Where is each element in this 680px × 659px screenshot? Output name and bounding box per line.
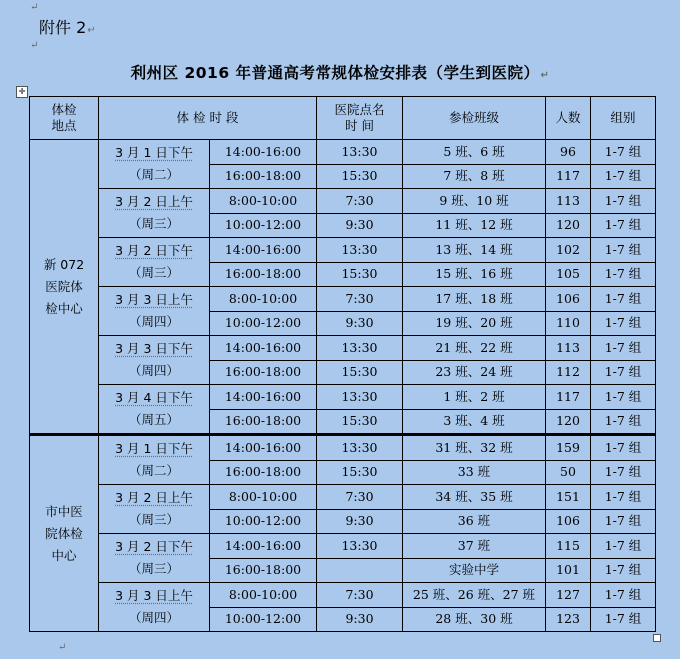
rollcall-cell: 13:30 (317, 534, 403, 559)
count-cell: 110 (546, 311, 591, 336)
classes-cell: 5 班、6 班 (403, 140, 546, 165)
paragraph-mark-icon: ↵ (30, 40, 39, 51)
time-cell: 14:00-16:00 (210, 336, 317, 361)
attachment-label: 附件 2↵ (39, 18, 96, 37)
header-group: 组别 (591, 97, 656, 140)
classes-cell: 3 班、4 班 (403, 409, 546, 435)
date-cell: 3 月 3 日上午 （周四） (99, 287, 210, 336)
time-cell: 16:00-18:00 (210, 262, 317, 287)
classes-cell: 1 班、2 班 (403, 385, 546, 410)
count-cell: 117 (546, 385, 591, 410)
time-cell: 14:00-16:00 (210, 385, 317, 410)
count-cell: 127 (546, 583, 591, 608)
rollcall-cell: 9:30 (317, 607, 403, 632)
group-cell: 1-7 组 (591, 164, 656, 189)
classes-cell: 19 班、20 班 (403, 311, 546, 336)
group-cell: 1-7 组 (591, 336, 656, 361)
classes-cell: 15 班、16 班 (403, 262, 546, 287)
count-cell: 102 (546, 238, 591, 263)
rollcall-cell: 7:30 (317, 287, 403, 312)
paragraph-mark-icon: ↵ (30, 2, 39, 13)
classes-cell: 21 班、22 班 (403, 336, 546, 361)
time-cell: 10:00-12:00 (210, 213, 317, 238)
group-cell: 1-7 组 (591, 509, 656, 534)
count-cell: 105 (546, 262, 591, 287)
rollcall-cell: 13:30 (317, 140, 403, 165)
group-cell: 1-7 组 (591, 311, 656, 336)
time-cell: 8:00-10:00 (210, 287, 317, 312)
count-cell: 113 (546, 336, 591, 361)
group-cell: 1-7 组 (591, 558, 656, 583)
classes-cell: 36 班 (403, 509, 546, 534)
rollcall-cell: 7:30 (317, 583, 403, 608)
classes-cell: 实验中学 (403, 558, 546, 583)
table-row (30, 140, 656, 165)
table-row (30, 287, 656, 312)
time-cell: 14:00-16:00 (210, 534, 317, 559)
rollcall-cell: 13:30 (317, 336, 403, 361)
group-cell: 1-7 组 (591, 189, 656, 214)
classes-cell: 34 班、35 班 (403, 485, 546, 510)
paragraph-mark-icon: ↵ (58, 642, 67, 653)
table-row (30, 385, 656, 410)
classes-cell: 23 班、24 班 (403, 360, 546, 385)
classes-cell: 25 班、26 班、27 班 (403, 583, 546, 608)
group-cell: 1-7 组 (591, 287, 656, 312)
group-cell: 1-7 组 (591, 534, 656, 559)
table-row (30, 485, 656, 510)
date-cell: 3 月 4 日下午 （周五） (99, 385, 210, 435)
rollcall-cell: 13:30 (317, 238, 403, 263)
count-cell: 96 (546, 140, 591, 165)
location-cell: 市中医 院体检 中心 (30, 435, 99, 632)
time-cell: 8:00-10:00 (210, 485, 317, 510)
time-cell: 16:00-18:00 (210, 164, 317, 189)
date-cell: 3 月 3 日下午 （周四） (99, 336, 210, 385)
count-cell: 106 (546, 509, 591, 534)
count-cell: 106 (546, 287, 591, 312)
time-cell: 16:00-18:00 (210, 360, 317, 385)
date-cell: 3 月 2 日上午 （周三） (99, 485, 210, 534)
time-cell: 10:00-12:00 (210, 509, 317, 534)
count-cell: 115 (546, 534, 591, 559)
time-cell: 16:00-18:00 (210, 558, 317, 583)
date-cell: 3 月 3 日上午 （周四） (99, 583, 210, 632)
group-cell: 1-7 组 (591, 262, 656, 287)
time-cell: 14:00-16:00 (210, 140, 317, 165)
paragraph-mark-icon: ↵ (87, 25, 96, 36)
header-classes: 参检班级 (403, 97, 546, 140)
table-row (30, 534, 656, 559)
group-cell: 1-7 组 (591, 607, 656, 632)
date-cell: 3 月 2 日下午 （周三） (99, 238, 210, 287)
document-title: 利州区 2016 年普通高考常规体检安排表（学生到医院）↵ (130, 64, 550, 82)
count-cell: 159 (546, 435, 591, 461)
paragraph-mark-icon: ↵ (540, 70, 550, 81)
date-cell: 3 月 1 日下午 （周二） (99, 140, 210, 189)
date-cell: 3 月 2 日上午 （周三） (99, 189, 210, 238)
rollcall-cell: 13:30 (317, 385, 403, 410)
table-row (30, 336, 656, 361)
rollcall-cell: 15:30 (317, 360, 403, 385)
classes-cell: 9 班、10 班 (403, 189, 546, 214)
time-cell: 8:00-10:00 (210, 189, 317, 214)
rollcall-cell: 15:30 (317, 460, 403, 485)
rollcall-cell: 9:30 (317, 509, 403, 534)
rollcall-cell (317, 558, 403, 583)
table-row (30, 189, 656, 214)
schedule-table (29, 96, 656, 632)
header-period: 体 检 时 段 (99, 97, 317, 140)
header-rollcall: 医院点名 时 间 (317, 97, 403, 140)
classes-cell: 33 班 (403, 460, 546, 485)
table-resize-handle[interactable] (653, 634, 661, 642)
rollcall-cell: 15:30 (317, 409, 403, 435)
classes-cell: 37 班 (403, 534, 546, 559)
count-cell: 113 (546, 189, 591, 214)
table-move-handle-icon[interactable]: ✛ (16, 86, 28, 98)
table-row (30, 435, 656, 461)
count-cell: 120 (546, 409, 591, 435)
time-cell: 8:00-10:00 (210, 583, 317, 608)
rollcall-cell: 9:30 (317, 311, 403, 336)
rollcall-cell: 13:30 (317, 435, 403, 461)
rollcall-cell: 15:30 (317, 164, 403, 189)
group-cell: 1-7 组 (591, 435, 656, 461)
count-cell: 101 (546, 558, 591, 583)
group-cell: 1-7 组 (591, 238, 656, 263)
date-cell: 3 月 2 日下午 （周三） (99, 534, 210, 583)
group-cell: 1-7 组 (591, 360, 656, 385)
time-cell: 10:00-12:00 (210, 607, 317, 632)
time-cell: 16:00-18:00 (210, 460, 317, 485)
classes-cell: 11 班、12 班 (403, 213, 546, 238)
rollcall-cell: 7:30 (317, 485, 403, 510)
classes-cell: 17 班、18 班 (403, 287, 546, 312)
time-cell: 14:00-16:00 (210, 435, 317, 461)
rollcall-cell: 9:30 (317, 213, 403, 238)
group-cell: 1-7 组 (591, 140, 656, 165)
count-cell: 117 (546, 164, 591, 189)
group-cell: 1-7 组 (591, 409, 656, 435)
group-cell: 1-7 组 (591, 485, 656, 510)
rollcall-cell: 7:30 (317, 189, 403, 214)
rollcall-cell: 15:30 (317, 262, 403, 287)
time-cell: 16:00-18:00 (210, 409, 317, 435)
group-cell: 1-7 组 (591, 385, 656, 410)
group-cell: 1-7 组 (591, 583, 656, 608)
classes-cell: 7 班、8 班 (403, 164, 546, 189)
location-cell: 新 072 医院体 检中心 (30, 140, 99, 435)
classes-cell: 13 班、14 班 (403, 238, 546, 263)
count-cell: 151 (546, 485, 591, 510)
table-row (30, 583, 656, 608)
count-cell: 120 (546, 213, 591, 238)
date-cell: 3 月 1 日下午 （周二） (99, 435, 210, 485)
time-cell: 14:00-16:00 (210, 238, 317, 263)
count-cell: 112 (546, 360, 591, 385)
group-cell: 1-7 组 (591, 460, 656, 485)
classes-cell: 28 班、30 班 (403, 607, 546, 632)
header-count: 人数 (546, 97, 591, 140)
classes-cell: 31 班、32 班 (403, 435, 546, 461)
table-row (30, 238, 656, 263)
table-header-row (30, 97, 656, 140)
count-cell: 50 (546, 460, 591, 485)
time-cell: 10:00-12:00 (210, 311, 317, 336)
count-cell: 123 (546, 607, 591, 632)
group-cell: 1-7 组 (591, 213, 656, 238)
header-location: 体检 地点 (30, 97, 99, 140)
